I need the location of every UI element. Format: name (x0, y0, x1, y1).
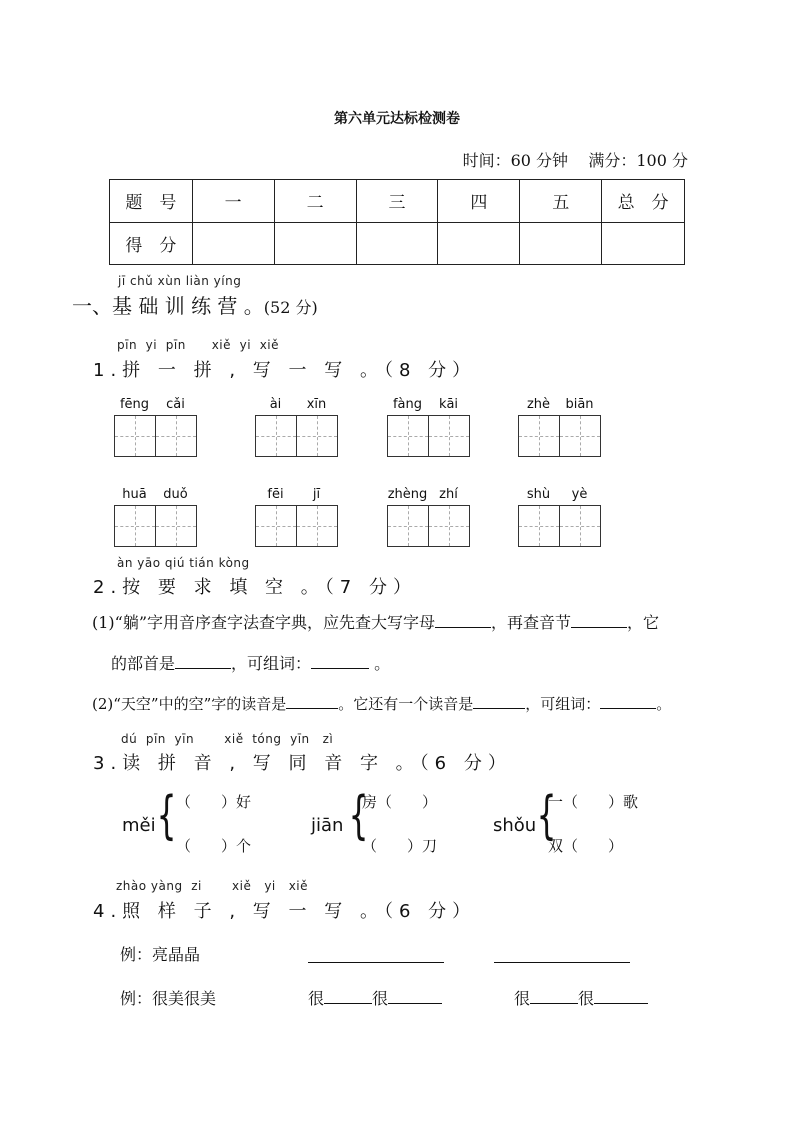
time-limit: 时间：60 分钟 (462, 151, 569, 170)
q3-title (93, 749, 512, 775)
writing-cell[interactable] (255, 505, 297, 547)
section-label: 一、基 础 训 练 营 。 (72, 294, 264, 318)
writing-cell[interactable] (296, 505, 338, 547)
q4-example-1: 例：亮晶晶 (120, 945, 201, 964)
pinyin-syllable: zhè (526, 397, 551, 412)
q2-item-1-cont (111, 651, 390, 674)
q3-blank-item[interactable]: （ ）好 (176, 793, 252, 811)
pinyin-syllable: ài (269, 397, 282, 412)
table-cell: 四 (438, 180, 520, 223)
q2-points: （7 分） (324, 577, 417, 598)
q4-pinyin: zhào yàng zi xiě yi xiě (116, 879, 309, 893)
q1-points: （8 分） (383, 360, 477, 381)
score-input-cell[interactable] (438, 222, 520, 265)
q3-blank-item[interactable]: （ ）刀 (362, 837, 438, 855)
pinyin-syllable: shù (526, 487, 551, 502)
score-input-cell[interactable] (602, 222, 685, 265)
table-cell: 五 (520, 180, 602, 223)
score-input-cell[interactable] (192, 222, 274, 265)
q4-text: 很 (372, 989, 389, 1008)
q4-text: 很 (308, 989, 325, 1008)
q1-pinyin: pīn yi pīn xiě yi xiě (117, 338, 280, 352)
table-cell: 一 (192, 180, 274, 223)
section-points: (52 分) (263, 298, 318, 317)
answer-blank[interactable] (175, 652, 231, 669)
q2-text: ，可组词： (231, 654, 312, 673)
writing-cell[interactable] (387, 505, 429, 547)
writing-cell[interactable] (255, 415, 297, 457)
pinyin-syllable: fēi (267, 487, 284, 502)
pinyin-syllable: cǎi (166, 397, 185, 412)
q3-pinyin-word: jiān (311, 815, 344, 836)
q2-title (93, 573, 417, 599)
answer-blank[interactable] (530, 987, 578, 1004)
answer-blank[interactable] (600, 692, 656, 709)
writing-cell[interactable] (155, 505, 197, 547)
score-table-score-row (110, 222, 685, 265)
table-cell: 得 分 (110, 222, 193, 265)
q1-title (93, 356, 476, 382)
q1-label: 1.拼 一 拼 , 写 一 写 。 (93, 360, 384, 381)
q2-item-2 (92, 692, 671, 714)
q4-title (93, 897, 476, 923)
q3-label: 3.读 拼 音 , 写 同 音 字 。 (93, 753, 420, 774)
answer-blank[interactable] (473, 692, 525, 709)
q2-text: 。 (374, 654, 391, 673)
writing-cell[interactable] (518, 505, 560, 547)
table-cell: 题 号 (110, 180, 193, 223)
answer-blank[interactable] (494, 946, 630, 963)
pinyin-syllable: biān (565, 397, 594, 412)
answer-blank[interactable] (311, 652, 369, 669)
writing-cell[interactable] (155, 415, 197, 457)
q2-text: ，再查音节 (491, 613, 572, 632)
brace-icon: { (536, 786, 557, 846)
answer-blank[interactable] (435, 611, 491, 628)
section-title (72, 290, 318, 319)
q3-blank-item[interactable]: 一（ ）歌 (548, 793, 639, 811)
pinyin-syllable: fēng (119, 397, 150, 412)
q3-blank-item[interactable]: （ ）个 (176, 837, 252, 855)
q2-text: (2)“天空”中的空”字的读音是 (92, 695, 287, 713)
writing-cell[interactable] (114, 505, 156, 547)
q2-text: 。它还有一个读音是 (338, 695, 474, 713)
answer-blank[interactable] (594, 987, 648, 1004)
table-cell: 二 (274, 180, 356, 223)
writing-cell[interactable] (296, 415, 338, 457)
q2-text: 的部首是 (111, 654, 176, 673)
answer-blank[interactable] (571, 611, 627, 628)
answer-blank[interactable] (286, 692, 338, 709)
writing-cell[interactable] (428, 505, 470, 547)
q4-label: 4.照 样 子 , 写 一 写 。 (93, 901, 384, 922)
writing-cell[interactable] (114, 415, 156, 457)
section-pinyin: jī chǔ xùn liàn yíng (118, 274, 242, 288)
page-title: 第六单元达标检测卷 (334, 111, 460, 127)
pinyin-syllable: jī (312, 487, 321, 502)
q2-label: 2.按 要 求 填 空 。 (93, 577, 325, 598)
score-input-cell[interactable] (520, 222, 602, 265)
score-input-cell[interactable] (356, 222, 438, 265)
q3-pinyin-word: shǒu (493, 815, 537, 836)
table-cell: 三 (356, 180, 438, 223)
brace-icon: { (348, 786, 369, 846)
q4-answer-pattern (514, 986, 648, 1009)
q3-blank-item[interactable]: 房（ ） (362, 793, 438, 811)
writing-cell[interactable] (559, 505, 601, 547)
q3-blank-item[interactable]: 双（ ） (548, 837, 624, 855)
writing-cell[interactable] (387, 415, 429, 457)
pinyin-syllable: zhèng (387, 487, 428, 502)
writing-cell[interactable] (428, 415, 470, 457)
q4-example-2: 例：很美很美 (120, 989, 217, 1008)
pinyin-syllable: huā (122, 487, 147, 502)
q4-text: 很 (578, 989, 595, 1008)
answer-blank[interactable] (388, 987, 442, 1004)
q3-points: （6 分） (419, 753, 512, 774)
pinyin-syllable: xīn (306, 397, 327, 412)
q3-pinyin: dú pīn yīn xiě tóng yīn zì (121, 732, 334, 746)
exam-meta (463, 148, 688, 171)
q2-text: 。 (656, 695, 672, 713)
q4-text: 很 (514, 989, 531, 1008)
q2-item-1 (92, 610, 659, 633)
q2-text: ，它 (627, 613, 660, 632)
pinyin-syllable: yè (571, 487, 588, 502)
writing-cell[interactable] (518, 415, 560, 457)
q4-points: （6 分） (383, 901, 477, 922)
answer-blank[interactable] (324, 987, 372, 1004)
q2-text: ，可组词： (525, 695, 601, 713)
pinyin-syllable: duǒ (163, 487, 188, 502)
score-input-cell[interactable] (274, 222, 356, 265)
table-cell: 总 分 (602, 180, 685, 223)
answer-blank[interactable] (308, 946, 444, 963)
score-table-header-row (110, 180, 685, 223)
pinyin-syllable: kāi (438, 397, 459, 412)
score-table (109, 179, 685, 265)
brace-icon: { (156, 786, 177, 846)
pinyin-syllable: zhí (439, 487, 458, 502)
pinyin-syllable: fàng (392, 397, 423, 412)
q3-pinyin-word: měi (122, 815, 156, 836)
writing-cell[interactable] (559, 415, 601, 457)
q2-pinyin: àn yāo qiú tián kòng (117, 556, 250, 570)
q2-text: (1)“躺”字用音序查字法查字典，应先查大写字母 (92, 613, 436, 632)
full-score: 满分：100 分 (588, 151, 688, 170)
q4-answer-pattern (308, 986, 442, 1009)
